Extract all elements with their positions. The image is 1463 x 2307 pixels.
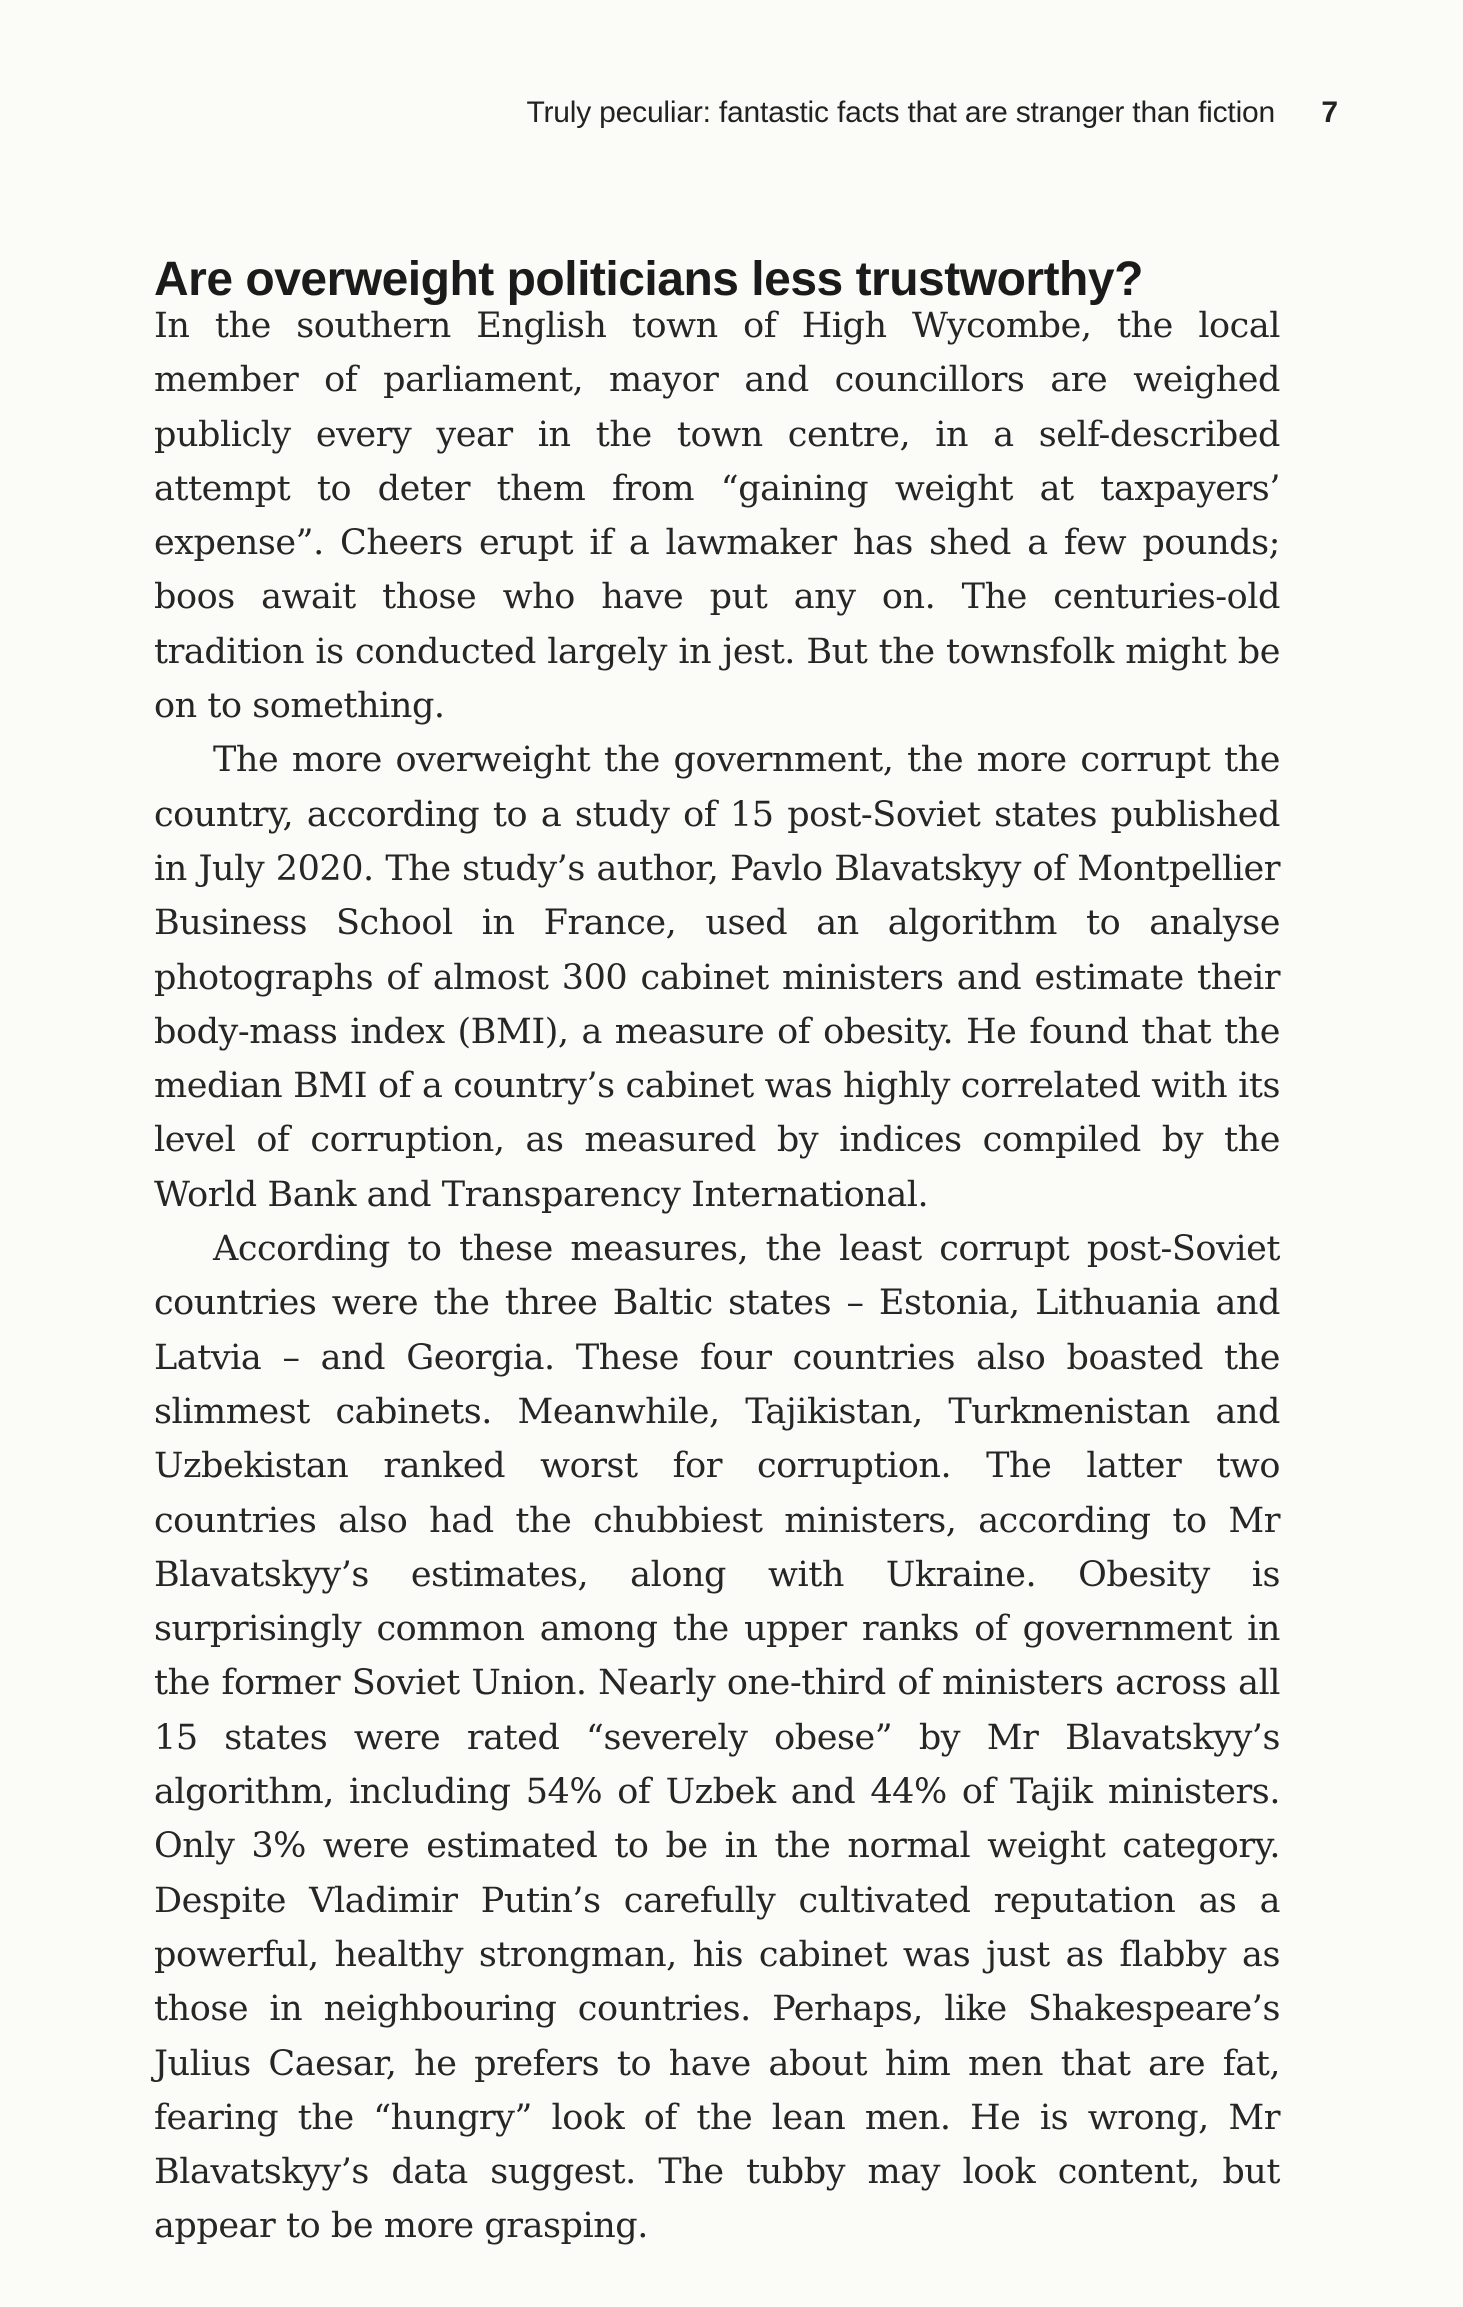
article-headline: Are overweight politicians less trustworthy? <box>154 253 1143 307</box>
page-number: 7 <box>1321 96 1338 129</box>
article-body <box>154 299 1280 2254</box>
running-head <box>150 93 1338 133</box>
running-head-title: Truly peculiar: fantastic facts that are stranger than fiction <box>526 96 1275 129</box>
paragraph-2: The more overweight the government, the more corrupt the country, according to a study of 15 post-Soviet states published in July 2020. The study’s author, Pavlo Blavatskyy of Montpellier Business School in France, used an algorithm to analyse photographs of almost 300 cabinet ministers and estimate their body-mass index (BMI), a measure of obesity. He found that the median BMI of a country’s cabinet was highly correlated with its level of corruption, as measured by indices compiled by the World Bank and Transparency International. <box>154 740 1280 1215</box>
paragraph-1: In the southern English town of High Wycombe, the local member of parliament, mayor and councillors are weighed publicly every year in the town centre, in a self-described attempt to deter them from “gaining weight at taxpayers’ expense”. Cheers erupt if a lawmaker has shed a few pounds; boos await those who have put any on. The centuries-old tradition is conducted largely in jest. But the townsfolk might be on to something. <box>154 306 1280 727</box>
paragraph-3: According to these measures, the least corrupt post-Soviet countries were the three Baltic states – Estonia, Lithuania and Latvia – and Georgia. These four countries also boasted the slimmest cabinets. Meanwhile, Tajikistan, Turkmenistan and Uzbekistan ranked worst for corruption. The latter two countries also had the chubbiest ministers, according to Mr Blavatskyy’s estimates, along with Ukraine. Obesity is surprisingly common among the upper ranks of government in the former Soviet Union. Nearly one-third of ministers across all 15 states were rated “severely obese” by Mr Blavatskyy’s algorithm, including 54% of Uzbek and 44% of Tajik ministers. Only 3% were estimated to be in the normal weight category. Despite Vladimir Putin’s carefully cultivated reputation as a powerful, healthy strongman, his cabinet was just as flabby as those in neighbouring countries. Perhaps, like Shakespeare’s Julius Caesar, he prefers to have about him men that are fat, fearing the “hungry” look of the lean men. He is wrong, Mr Blavatskyy’s data suggest. The tubby may look content, but appear to be more grasping. <box>154 1229 1280 2247</box>
